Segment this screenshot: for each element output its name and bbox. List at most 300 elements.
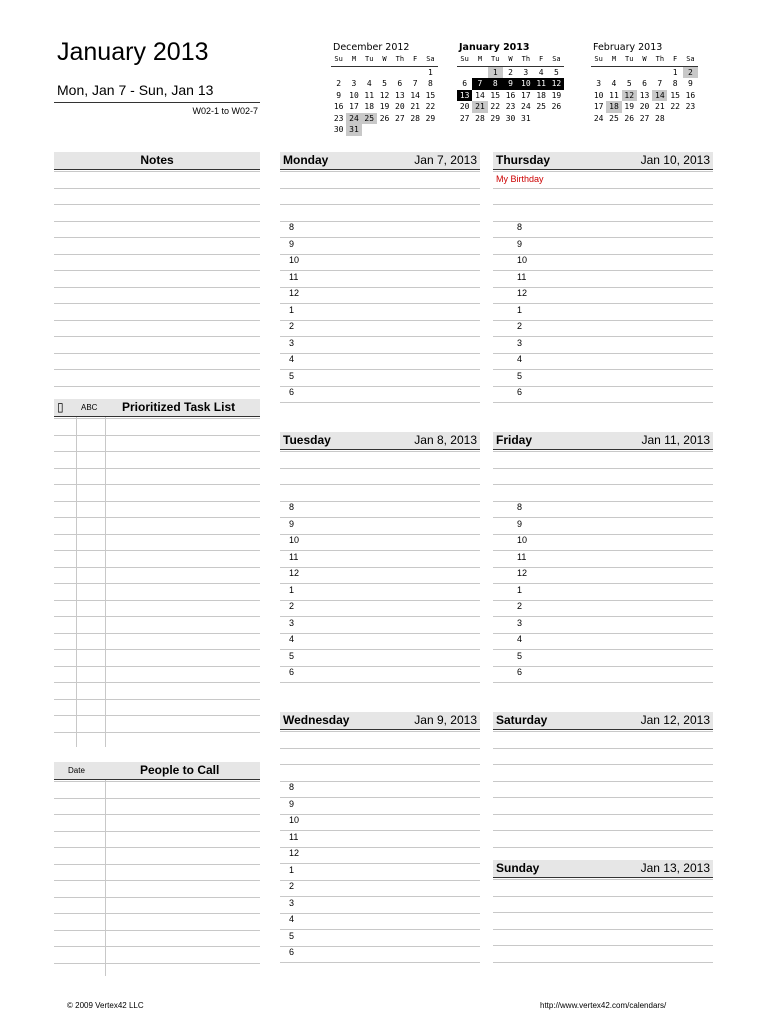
mini-calendar-week — [457, 90, 564, 102]
mini-calendar-day[interactable]: 22 — [670, 102, 680, 111]
mini-calendar-day[interactable]: 13 — [395, 90, 405, 100]
schedule-line — [493, 945, 713, 946]
column-divider — [76, 417, 77, 747]
schedule-line — [493, 847, 713, 848]
schedule-line — [493, 600, 713, 601]
note-line — [54, 188, 260, 189]
mini-calendar-day[interactable]: 16 — [333, 102, 344, 111]
mini-calendar-day[interactable]: 2 — [336, 79, 342, 88]
weekday-label: Sa — [426, 55, 435, 63]
hour-label: 4 — [289, 634, 295, 644]
call-line — [54, 798, 260, 799]
mini-calendar-day[interactable]: 1 — [488, 67, 503, 79]
hour-label: 12 — [289, 288, 300, 298]
mini-calendar-day[interactable]: 19 — [624, 102, 635, 111]
mini-calendar-day[interactable]: 7 — [657, 79, 663, 88]
day-name: Thursday — [496, 153, 551, 167]
mini-calendar-day[interactable]: 20 — [459, 102, 470, 111]
mini-calendar-week — [591, 78, 698, 90]
mini-calendar-day[interactable]: 9 — [503, 78, 518, 90]
schedule-line — [280, 501, 480, 502]
mini-calendar-day[interactable]: 5 — [626, 79, 632, 88]
mini-calendar-day[interactable]: 16 — [685, 90, 696, 100]
mini-calendar-day[interactable]: 25 — [362, 113, 377, 125]
day-date: Jan 10, 2013 — [640, 153, 710, 167]
day-header-tuesday — [280, 432, 480, 450]
task-line — [54, 517, 260, 518]
hour-label: 10 — [289, 535, 300, 545]
hour-label: 11 — [289, 271, 299, 282]
weekday-label: Tu — [365, 55, 374, 63]
schedule-line — [493, 616, 713, 617]
schedule-line — [280, 550, 480, 551]
mini-calendar-day[interactable]: 20 — [639, 102, 650, 111]
day-date: Jan 8, 2013 — [414, 433, 477, 447]
call-line — [54, 930, 260, 931]
mini-calendar-day[interactable]: 10 — [593, 90, 604, 100]
mini-calendar-day — [362, 67, 377, 79]
schedule-line — [493, 484, 713, 485]
mini-calendar-day — [331, 67, 346, 79]
schedule-line — [493, 666, 713, 667]
mini-calendar-day[interactable]: 12 — [379, 90, 390, 100]
task-line — [54, 451, 260, 452]
mini-calendar-day[interactable]: 15 — [425, 90, 436, 100]
mini-calendar-day[interactable]: 19 — [379, 102, 390, 111]
hour-label: 12 — [517, 288, 528, 298]
website-link[interactable]: http://www.vertex42.com/calendars/ — [540, 1001, 667, 1010]
schedule-line — [493, 221, 713, 222]
mini-calendar-week — [331, 113, 438, 125]
schedule-line — [280, 204, 480, 205]
mini-calendar-day[interactable]: 14 — [410, 90, 420, 100]
note-line — [54, 386, 260, 387]
schedule-line — [493, 912, 713, 913]
mini-calendar-day[interactable]: 11 — [533, 78, 548, 90]
hour-label: 2 — [289, 321, 295, 331]
hour-label: 1 — [289, 304, 295, 315]
mini-calendar-day — [346, 67, 361, 79]
mini-calendar-week — [457, 113, 564, 125]
mini-calendar-day[interactable]: 14 — [652, 90, 667, 102]
schedule-line — [280, 254, 480, 255]
mini-calendar-day[interactable]: 24 — [521, 102, 531, 111]
hour-label: 6 — [517, 667, 523, 677]
weekday-label: F — [539, 55, 544, 63]
mini-calendar-day — [533, 113, 548, 125]
schedule-line — [280, 962, 480, 963]
mini-calendar-day[interactable]: 24 — [346, 113, 361, 125]
task-line — [54, 699, 260, 700]
mini-calendar-day[interactable]: 9 — [688, 79, 693, 88]
mini-calendar-day[interactable]: 30 — [505, 113, 516, 123]
mini-calendar-week — [331, 67, 438, 79]
notes-title: Notes — [140, 153, 174, 167]
mini-calendar-day[interactable]: 3 — [596, 79, 602, 88]
mini-calendar-day — [377, 124, 392, 136]
mini-calendar-week — [331, 124, 438, 136]
note-line — [54, 303, 260, 304]
mini-calendar-day — [637, 67, 652, 79]
schedule-line — [280, 682, 480, 683]
mini-calendar-day[interactable]: 10 — [349, 90, 359, 100]
call-line — [54, 781, 260, 782]
schedule-line — [280, 320, 480, 321]
weekday-label: W — [642, 55, 647, 63]
hour-label: 10 — [289, 255, 300, 265]
hour-label: 12 — [517, 568, 528, 578]
column-divider — [105, 417, 106, 747]
hour-label: 9 — [289, 518, 295, 529]
hour-label: 11 — [517, 271, 527, 282]
schedule-line — [280, 946, 480, 947]
weekday-label: Su — [594, 55, 603, 63]
mini-calendar-day[interactable]: 13 — [639, 90, 650, 100]
hour-label: 6 — [289, 667, 295, 677]
hour-label: 10 — [289, 815, 300, 825]
hour-label: 5 — [517, 370, 523, 381]
weekday-label: Sa — [686, 55, 695, 63]
task-line — [54, 682, 260, 683]
mini-calendar-week — [457, 101, 564, 113]
weekday-label: M — [477, 55, 483, 63]
mini-calendar-week — [331, 90, 438, 102]
note-line — [54, 254, 260, 255]
task-line — [54, 484, 260, 485]
mini-calendar-day[interactable]: 20 — [395, 102, 405, 111]
day-header-monday — [280, 152, 480, 170]
mini-calendar-day[interactable]: 29 — [425, 113, 436, 123]
mini-calendar-day[interactable]: 11 — [364, 90, 375, 100]
schedule-line — [280, 336, 480, 337]
mini-calendar-title: February 2013 — [593, 42, 663, 53]
hour-label: 9 — [289, 798, 295, 809]
hour-label: 8 — [289, 782, 295, 792]
schedule-line — [280, 287, 480, 288]
checkbox-icon: ▯ — [57, 400, 64, 414]
weekday-label: F — [673, 55, 678, 63]
mini-calendar-day[interactable]: 27 — [395, 113, 405, 123]
call-line — [54, 864, 260, 865]
mini-calendar-day[interactable]: 18 — [606, 101, 621, 113]
note-line — [54, 287, 260, 288]
day-date: Jan 9, 2013 — [414, 713, 477, 727]
hour-label: 4 — [517, 354, 523, 364]
mini-calendar-day — [683, 113, 698, 125]
hour-label: 5 — [289, 930, 295, 941]
hour-label: 1 — [289, 864, 295, 875]
task-line — [54, 435, 260, 436]
weekday-label: Sa — [552, 55, 561, 63]
mini-calendar-week — [331, 78, 438, 90]
event-my-birthday[interactable]: My Birthday — [496, 174, 544, 184]
task-line — [54, 600, 260, 601]
task-line — [54, 633, 260, 634]
mini-calendar-day[interactable]: 6 — [642, 79, 647, 88]
schedule-line — [280, 880, 480, 881]
mini-calendar-day[interactable]: 12 — [549, 78, 564, 90]
hour-label: 9 — [517, 518, 523, 529]
mini-calendar-day[interactable]: 5 — [554, 67, 559, 77]
hour-label: 11 — [289, 551, 299, 562]
mini-calendar-week — [591, 90, 698, 102]
mini-calendar-day — [606, 67, 621, 79]
mini-calendar-day[interactable]: 11 — [609, 90, 619, 100]
hour-label: 9 — [517, 238, 523, 249]
mini-calendar-day[interactable]: 8 — [428, 79, 433, 88]
mini-calendar-day[interactable]: 13 — [457, 90, 472, 102]
mini-calendar-day[interactable]: 21 — [655, 102, 665, 111]
hour-label: 12 — [289, 848, 300, 858]
mini-calendar-day[interactable]: 15 — [490, 90, 501, 100]
schedule-line — [280, 600, 480, 601]
mini-calendar-day[interactable]: 9 — [336, 90, 342, 100]
schedule-line — [280, 913, 480, 914]
mini-calendar-day[interactable]: 1 — [428, 67, 433, 77]
mini-calendar-day[interactable]: 28 — [655, 113, 665, 123]
schedule-line — [280, 863, 480, 864]
hour-label: 3 — [517, 337, 523, 348]
schedule-line — [280, 748, 480, 749]
schedule-line — [280, 567, 480, 568]
weekday-label: F — [413, 55, 418, 63]
mini-calendar-day[interactable]: 27 — [639, 113, 650, 123]
mini-calendar-day[interactable]: 14 — [475, 90, 485, 100]
note-line — [54, 369, 260, 370]
call-line — [54, 880, 260, 881]
hour-label: 10 — [517, 535, 528, 545]
mini-calendar-day — [423, 124, 438, 136]
divider — [54, 102, 260, 103]
note-line — [54, 237, 260, 238]
call-line — [54, 913, 260, 914]
note-line — [54, 171, 260, 172]
hour-label: 6 — [289, 387, 295, 397]
schedule-line — [280, 764, 480, 765]
mini-calendar-day — [392, 124, 407, 136]
weekday-label: Th — [395, 55, 405, 63]
mini-calendar-day — [472, 67, 487, 79]
mini-calendar-day[interactable]: 26 — [624, 113, 635, 123]
task-line — [54, 534, 260, 535]
call-line — [54, 963, 260, 964]
weekday-label: Su — [334, 55, 343, 63]
mini-calendar-day[interactable]: 12 — [622, 90, 637, 102]
mini-calendar-day[interactable]: 3 — [523, 67, 529, 77]
copyright: © 2009 Vertex42 LLC — [67, 1001, 144, 1010]
mini-calendar-day[interactable]: 7 — [472, 78, 487, 90]
mini-calendar-day — [457, 67, 472, 79]
mini-calendar-week — [457, 78, 564, 90]
mini-calendar-day[interactable]: 2 — [508, 67, 513, 77]
mini-calendar-day[interactable]: 18 — [536, 90, 546, 100]
mini-calendar-day[interactable]: 17 — [593, 102, 604, 111]
mini-calendar-day[interactable]: 26 — [551, 102, 562, 111]
mini-calendar-day — [622, 67, 637, 79]
day-date: Jan 13, 2013 — [640, 861, 710, 875]
mini-calendar-day[interactable]: 23 — [685, 102, 696, 111]
schedule-line — [280, 616, 480, 617]
mini-calendar-day[interactable]: 4 — [538, 67, 544, 77]
schedule-line — [493, 402, 713, 403]
day-name: Sunday — [496, 861, 540, 875]
schedule-line — [280, 731, 480, 732]
schedule-line — [493, 781, 713, 782]
mini-calendar-day[interactable]: 25 — [609, 113, 619, 123]
mini-calendar-week — [591, 101, 698, 113]
day-date: Jan 11, 2013 — [641, 433, 710, 447]
mini-calendar-weekdays — [591, 54, 698, 67]
column-divider — [105, 780, 106, 976]
schedule-line — [280, 270, 480, 271]
schedule-line — [493, 748, 713, 749]
schedule-line — [493, 896, 713, 897]
schedule-line — [493, 962, 713, 963]
mini-calendar-day[interactable]: 27 — [459, 113, 470, 123]
task-line — [54, 583, 260, 584]
schedule-line — [280, 468, 480, 469]
hour-label: 4 — [289, 354, 295, 364]
schedule-line — [280, 484, 480, 485]
day-name: Friday — [496, 433, 533, 447]
hour-label: 6 — [517, 387, 523, 397]
mini-calendar-weekdays — [457, 54, 564, 67]
task-list-title: Prioritized Task List — [122, 400, 236, 414]
hour-label: 3 — [289, 337, 295, 348]
note-line — [54, 270, 260, 271]
mini-calendar-day[interactable]: 8 — [672, 79, 678, 88]
mini-calendar-day[interactable]: 17 — [521, 90, 531, 100]
schedule-line — [280, 402, 480, 403]
weekday-label: Th — [521, 55, 531, 63]
mini-calendar-day[interactable]: 19 — [551, 90, 562, 100]
call-line — [54, 831, 260, 832]
day-name: Wednesday — [283, 713, 350, 727]
hour-label: 2 — [517, 601, 523, 611]
mini-calendar-title: January 2013 — [459, 42, 530, 53]
schedule-line — [280, 221, 480, 222]
mini-calendar — [457, 42, 564, 124]
mini-calendar-weekdays — [331, 54, 438, 67]
call-line — [54, 897, 260, 898]
mini-calendar-day[interactable]: 3 — [351, 79, 357, 88]
weekday-label: M — [611, 55, 617, 63]
hour-label: 4 — [289, 914, 295, 924]
hour-label: 2 — [289, 601, 295, 611]
mini-calendar-day[interactable]: 6 — [462, 79, 468, 88]
task-list-header — [54, 399, 260, 417]
schedule-line — [280, 517, 480, 518]
mini-calendar-day[interactable]: 18 — [364, 102, 375, 111]
schedule-line — [493, 320, 713, 321]
mini-calendar-day[interactable]: 30 — [333, 125, 344, 134]
schedule-line — [280, 353, 480, 354]
mini-calendar-day[interactable]: 7 — [412, 79, 418, 88]
weekday-label: Th — [655, 55, 665, 63]
mini-calendar-day[interactable]: 17 — [349, 102, 359, 111]
schedule-line — [493, 369, 713, 370]
mini-calendar-day[interactable]: 26 — [379, 113, 390, 123]
schedule-line — [493, 929, 713, 930]
call-line — [54, 814, 260, 815]
schedule-line — [280, 369, 480, 370]
mini-calendar-day[interactable]: 28 — [410, 113, 420, 123]
mini-calendar-week — [457, 67, 564, 79]
schedule-line — [280, 814, 480, 815]
schedule-line — [493, 336, 713, 337]
day-header-wednesday — [280, 712, 480, 730]
mini-calendar-day[interactable]: 2 — [683, 67, 698, 79]
weekday-label: Tu — [491, 55, 500, 63]
mini-calendar-day[interactable]: 23 — [333, 113, 344, 123]
schedule-line — [493, 879, 713, 880]
mini-calendar-day[interactable]: 21 — [472, 101, 487, 113]
mini-calendar-day[interactable]: 16 — [505, 90, 516, 100]
weekday-label: Su — [460, 55, 469, 63]
schedule-line — [493, 171, 713, 172]
mini-calendar-day[interactable]: 21 — [410, 102, 420, 111]
mini-calendar-day[interactable]: 6 — [397, 79, 403, 88]
mini-calendar-day[interactable]: 4 — [366, 79, 372, 88]
schedule-line — [280, 830, 480, 831]
day-name: Monday — [283, 153, 329, 167]
weekday-label: W — [508, 55, 513, 63]
mini-calendar-day[interactable]: 29 — [490, 113, 501, 123]
hour-label: 2 — [517, 321, 523, 331]
day-date: Jan 7, 2013 — [414, 153, 477, 167]
hour-label: 3 — [289, 897, 295, 908]
hour-label: 5 — [289, 370, 295, 381]
mini-calendar — [591, 42, 698, 124]
mini-calendar-day[interactable]: 22 — [425, 102, 436, 111]
schedule-line — [280, 797, 480, 798]
schedule-line — [280, 534, 480, 535]
mini-calendar-day[interactable]: 10 — [518, 78, 533, 90]
mini-calendar-day[interactable]: 24 — [593, 113, 604, 123]
mini-calendar-day[interactable]: 8 — [488, 78, 503, 90]
day-name: Saturday — [496, 713, 548, 727]
mini-calendar-day[interactable]: 22 — [490, 102, 501, 111]
mini-calendar-day[interactable]: 23 — [505, 102, 516, 111]
schedule-line — [280, 896, 480, 897]
mini-calendar-day[interactable]: 28 — [475, 113, 485, 123]
mini-calendar-day[interactable]: 15 — [670, 90, 680, 100]
mini-calendar-day[interactable]: 25 — [536, 102, 546, 111]
task-line — [54, 418, 260, 419]
mini-calendar-day[interactable]: 5 — [382, 79, 387, 88]
schedule-line — [280, 303, 480, 304]
mini-calendar-day — [407, 67, 422, 79]
schedule-line — [280, 649, 480, 650]
schedule-line — [493, 303, 713, 304]
mini-calendar-day — [377, 67, 392, 79]
mini-calendar-day[interactable]: 4 — [611, 79, 617, 88]
mini-calendar-day — [407, 124, 422, 136]
note-line — [54, 204, 260, 205]
schedule-line — [493, 797, 713, 798]
schedule-line — [493, 814, 713, 815]
schedule-line — [280, 781, 480, 782]
schedule-line — [493, 633, 713, 634]
mini-calendar-day[interactable]: 31 — [521, 113, 531, 123]
hour-label: 8 — [517, 502, 523, 512]
mini-calendar-day[interactable]: 1 — [672, 67, 678, 77]
mini-calendar-day[interactable]: 31 — [346, 124, 361, 136]
call-line — [54, 946, 260, 947]
schedule-line — [493, 451, 713, 452]
hour-label: 5 — [289, 650, 295, 661]
schedule-line — [493, 353, 713, 354]
